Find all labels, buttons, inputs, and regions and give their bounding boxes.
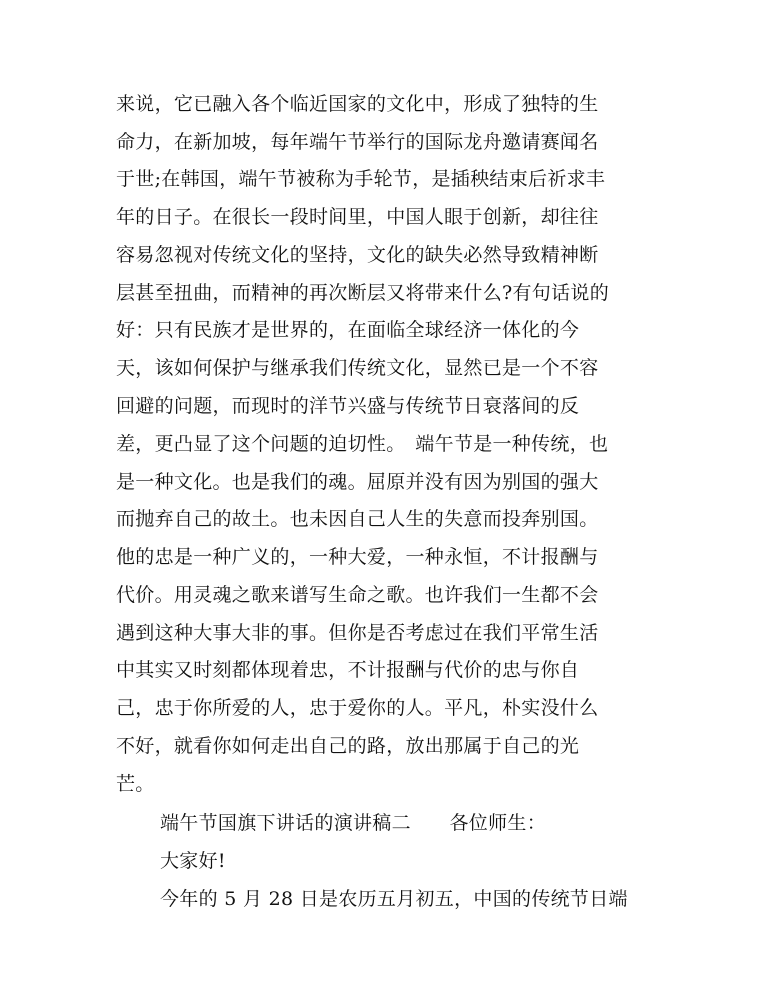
body-text-line: 芒。 xyxy=(116,773,155,795)
body-text-line: 己，忠于你所爱的人，忠于爱你的人。平凡，朴实没什么 xyxy=(116,697,599,719)
body-text-line: 好：只有民族才是世界的，在面临全球经济一体化的今 xyxy=(116,319,580,341)
body-text-line: 而抛弃自己的故土。也未因自己人生的失意而投奔别国。 xyxy=(116,508,599,530)
body-text-line: 命力，在新加坡，每年端午节举行的国际龙舟邀请赛闻名 xyxy=(116,131,599,153)
body-text-line: 差，更凸显了这个问题的迫切性。 端午节是一种传统，也 xyxy=(116,433,609,455)
body-text-line: 容易忽视对传统文化的坚持，文化的缺失必然导致精神断 xyxy=(116,244,599,266)
body-text-line: 他的忠是一种广义的，一种大爱，一种永恒，不计报酬与 xyxy=(116,546,599,568)
greeting-line: 大家好! xyxy=(160,850,226,872)
body-text-line: 中其实又时刻都体现着忠，不计报酬与代价的忠与你自 xyxy=(116,659,580,681)
body-text-line: 不好，就看你如何走出自己的路，放出那属于自己的光 xyxy=(116,735,580,757)
body-text-line: 来说，它已融入各个临近国家的文化中，形成了独特的生 xyxy=(116,93,599,115)
body-text-line: 代价。用灵魂之歌来谱写生命之歌。也许我们一生都不会 xyxy=(116,584,599,606)
body-text-line: 遇到这种大事大非的事。但你是否考虑过在我们平常生活 xyxy=(116,622,599,644)
body-text-line: 层甚至扭曲，而精神的再次断层又将带来什么?有句话说的 xyxy=(116,282,609,304)
body-text-line: 天，该如何保护与继承我们传统文化，显然已是一个不容 xyxy=(116,357,599,379)
body-text-line: 年的日子。在很长一段时间里，中国人眼于创新，却往往 xyxy=(116,206,599,228)
section-heading: 端午节国旗下讲话的演讲稿二 各位师生： xyxy=(160,812,547,834)
body-text-line: 今年的 5 月 28 日是农历五月初五，中国的传统节日端 xyxy=(160,888,628,910)
body-text-line: 回避的问题，而现时的洋节兴盛与传统节日衰落间的反 xyxy=(116,395,580,417)
body-text-line: 于世;在韩国，端午节被称为手轮节，是插秧结束后祈求丰 xyxy=(116,168,606,190)
body-text-line: 是一种文化。也是我们的魂。屈原并没有因为别国的强大 xyxy=(116,471,599,493)
